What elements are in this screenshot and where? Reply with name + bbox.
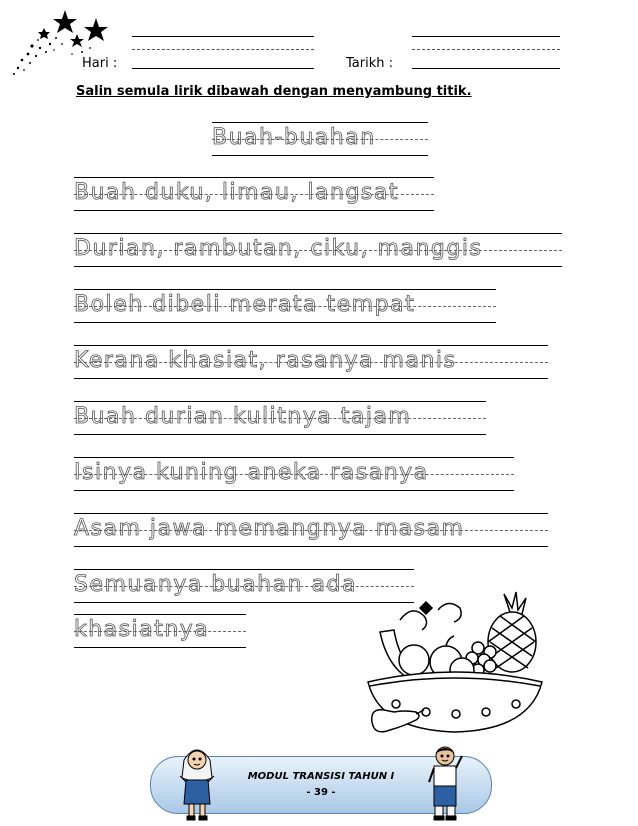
lyric-line: Kerana khasiat, rasanya manis bbox=[74, 348, 457, 373]
lyric-line: Isinya kuning aneka rasanya bbox=[74, 460, 429, 485]
tarikh-input-line[interactable] bbox=[412, 68, 560, 69]
trace-line bbox=[74, 614, 246, 648]
trace-line bbox=[74, 177, 434, 211]
page-number: - 39 - bbox=[306, 787, 336, 798]
trace-line bbox=[74, 233, 562, 267]
trace-line bbox=[74, 513, 548, 547]
lyric-line: khasiatnya bbox=[74, 617, 210, 642]
fruit-basket-icon bbox=[360, 590, 550, 740]
hari-input-line[interactable] bbox=[132, 68, 314, 69]
trace-line bbox=[74, 457, 514, 491]
lyric-line: Semuanya buahan ada bbox=[74, 572, 357, 597]
lyric-line: Durian, rambutan, ciku, manggis bbox=[74, 236, 483, 261]
trace-line bbox=[74, 345, 548, 379]
tarikh-label: Tarikh : bbox=[346, 56, 393, 71]
trace-line bbox=[74, 401, 486, 435]
trace-line bbox=[74, 289, 496, 323]
footer-title: MODUL TRANSISI TAHUN I bbox=[247, 771, 395, 782]
lyric-line: Boleh dibeli merata tempat bbox=[74, 292, 416, 317]
page-title: Buah-buahan bbox=[212, 125, 376, 150]
title-trace-line bbox=[212, 122, 428, 156]
instruction: Salin semula lirik dibawah dengan menyambung titik. bbox=[76, 84, 472, 99]
header-line bbox=[412, 49, 560, 50]
header-line bbox=[132, 36, 314, 37]
lyric-line: Asam jawa memangnya masam bbox=[74, 516, 465, 541]
boy-student-icon bbox=[424, 742, 466, 822]
header-line bbox=[412, 36, 560, 37]
girl-student-icon bbox=[176, 742, 218, 822]
hari-label: Hari : bbox=[82, 56, 118, 71]
header-line bbox=[132, 49, 314, 50]
lyric-line: Buah duku, limau, langsat bbox=[74, 180, 399, 205]
lyric-line: Buah durian kulitnya tajam bbox=[74, 404, 412, 429]
